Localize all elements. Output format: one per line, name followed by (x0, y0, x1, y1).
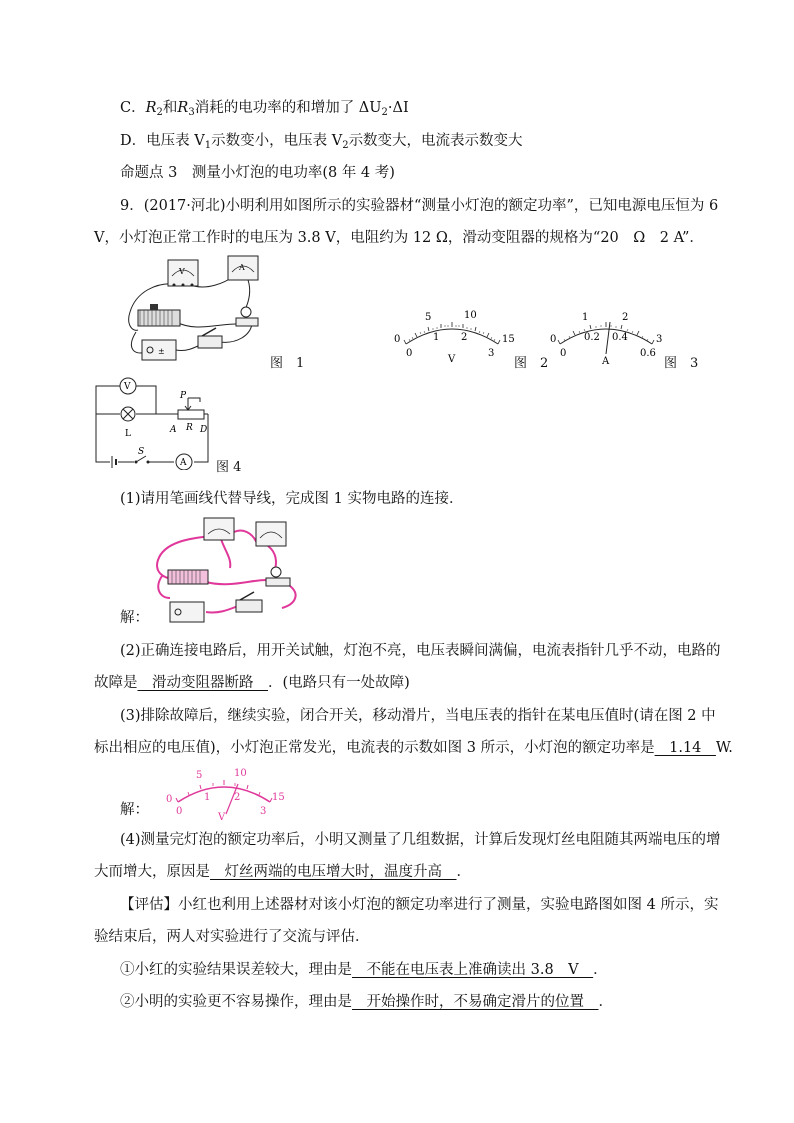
text: D．电压表 V (120, 133, 205, 149)
question-9-line-2: V，小灯泡正常工作时的电压为 3.8 V，电阻约为 12 Ω，滑动变阻器的规格为“20 Ω 2 A”． (94, 230, 704, 246)
ans-v-tick-5: 5 (196, 770, 203, 781)
text: ． (456, 864, 471, 880)
text: 故障是 (94, 675, 138, 691)
v-tick-b2: 2 (461, 332, 468, 343)
v-tick-5: 5 (425, 312, 432, 323)
v-tick-b1: 1 (433, 332, 440, 343)
answer-reason: 灯丝两端的电压增大时，温度升高 (210, 864, 457, 880)
ans-v-tick-15: 15 (272, 792, 285, 803)
a-tick-b06: 0.6 (640, 348, 656, 359)
terminal-a-label: A (170, 425, 177, 435)
v-tick-15: 15 (502, 334, 515, 345)
figure-3-label: 图 3 (664, 356, 699, 371)
svg-text:±: ± (158, 347, 165, 356)
a-tick-b04: 0.4 (612, 332, 628, 343)
text: ． (593, 962, 608, 978)
subscript: 2 (381, 107, 388, 118)
rheostat-label: R (186, 423, 193, 433)
subscript: 2 (342, 140, 349, 151)
part-4-line-2 (94, 862, 471, 882)
answer-eval-2: 开始操作时，不易确定滑片的位置 (352, 994, 599, 1010)
solution-label-1: 解： (120, 610, 149, 626)
text: 消耗的电功率的和增加了 ΔU (194, 100, 382, 116)
evaluation-item-1 (120, 960, 608, 980)
part-2-line-2 (94, 673, 410, 693)
answer-fault: 滑动变阻器断路 (137, 675, 268, 691)
text: 示数变大，电流表示数变大 (348, 133, 523, 149)
ans-v-tick-b2: 2 (234, 792, 241, 803)
v-tick-b0: 0 (406, 348, 413, 359)
evaluation-item-2 (120, 992, 613, 1012)
evaluation-line-1: 【评估】小红也利用上述器材对该小灯泡的额定功率进行了测量，实验电路图如图 4 所示，实 (120, 897, 719, 913)
evaluation-line-2: 验结束后，两人对实验进行了交流与评估． (94, 929, 370, 945)
subscript: 2 (156, 107, 163, 118)
figure-2-voltmeter-dial (388, 300, 516, 370)
answer-rated-power: 1.14 (654, 740, 716, 756)
ans-voltmeter-unit: V (218, 812, 226, 822)
topic-heading: 命题点 3 测量小灯泡的电功率(8 年 4 考) (120, 165, 395, 181)
svg-text:V: V (179, 267, 185, 276)
text: ①小红的实验结果误差较大，理由是 (120, 962, 352, 978)
answer-eval-1: 不能在电压表上准确读出 3.8 V (352, 962, 594, 978)
ans-v-tick-b3: 3 (260, 806, 267, 817)
question-9-line-1: 9．(2017·河北)小明利用如图所示的实验器材“测量小灯泡的额定功率”，已知电源电压恒为 6 (120, 198, 719, 214)
text: ·ΔI (387, 100, 409, 116)
ans-v-tick-b1: 1 (204, 792, 211, 803)
r2-symbol: R (145, 100, 157, 116)
text: 大而增大，原因是 (94, 864, 210, 880)
subscript: 3 (188, 107, 195, 118)
answer-wiring-figure (150, 516, 314, 630)
figure-1-label: 图 1 (270, 356, 305, 371)
answer-voltmeter-dial (160, 760, 290, 826)
option-c-label: C． (120, 100, 146, 116)
ans-v-tick-10: 10 (234, 768, 247, 779)
part-3-line-2 (94, 738, 733, 758)
voltmeter-unit: V (448, 354, 456, 365)
figure-4-label: 图 4 (216, 460, 242, 475)
ammeter-symbol: A (180, 458, 187, 468)
text: ②小明的实验更不容易操作，理由是 (120, 994, 352, 1010)
text: ． (598, 994, 613, 1010)
a-tick-1: 1 (582, 312, 589, 323)
a-tick-b02: 0.2 (584, 332, 600, 343)
part-4-line-1: (4)测量完灯泡的额定功率后，小明又测量了几组数据，计算后发现灯丝电阻随其两端电压的增 (120, 832, 721, 848)
figure-2-label: 图 2 (514, 356, 549, 371)
terminal-d-label: D (200, 425, 208, 435)
solution-label-2: 解： (120, 802, 149, 818)
r3-symbol: R (177, 100, 189, 116)
text: ．(电路只有一处故障) (268, 675, 410, 691)
part-3-line-1: (3)排除故障后，继续实验，闭合开关，移动滑片，当电压表的指针在某电压值时(请在图 2 中 (120, 708, 716, 724)
v-tick-0: 0 (394, 334, 401, 345)
option-c (120, 98, 409, 123)
text: 示数变小，电压表 V (211, 133, 343, 149)
figure-3-ammeter-dial (546, 300, 670, 370)
option-d (120, 131, 523, 156)
ans-v-tick-b0: 0 (176, 806, 183, 817)
svg-text:A: A (239, 263, 245, 272)
subscript: 1 (204, 140, 212, 151)
switch-label: S (138, 447, 145, 457)
text: 标出相应的电压值)，小灯泡正常发光，电流表的示数如图 3 所示，小灯泡的额定功率是 (94, 740, 655, 756)
text: W. (715, 740, 733, 756)
ans-v-tick-0: 0 (166, 794, 173, 805)
voltmeter-symbol: V (124, 382, 131, 392)
figure-1-apparatus (116, 252, 276, 374)
lamp-label: L (125, 429, 131, 439)
v-tick-10: 10 (464, 310, 477, 321)
a-tick-b0: 0 (560, 348, 567, 359)
figure-4-circuit-diagram (90, 374, 220, 474)
a-tick-3: 3 (656, 334, 663, 345)
a-tick-0: 0 (550, 334, 557, 345)
part-2-line-1: (2)正确连接电路后，用开关试触，灯泡不亮，电压表瞬间满偏，电流表指针几乎不动，电路的 (120, 643, 721, 659)
a-tick-2: 2 (622, 312, 629, 323)
slider-label: P (180, 391, 187, 401)
text: 和 (162, 100, 178, 116)
ammeter-unit: A (602, 356, 610, 366)
part-1: (1)请用笔画线代替导线，完成图 1 实物电路的连接． (120, 491, 464, 507)
v-tick-b3: 3 (488, 348, 495, 359)
